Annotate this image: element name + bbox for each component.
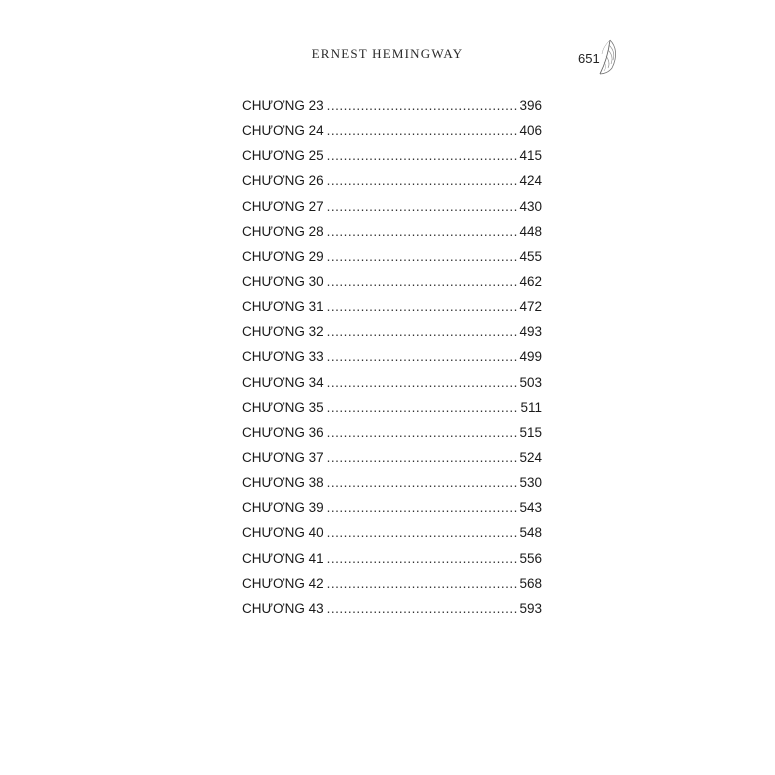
toc-entry (242, 522, 542, 547)
toc-entry-label: CHƯƠNG 36 (242, 424, 324, 440)
toc-entry (242, 170, 542, 195)
toc-entry-page: 530 (519, 475, 542, 491)
toc-entry-label: CHƯƠNG 24 (242, 123, 324, 139)
toc-leader-dots (327, 422, 518, 443)
toc-entry (242, 95, 542, 120)
toc-leader-dots (327, 196, 518, 217)
toc-entry-label: CHƯƠNG 37 (242, 449, 324, 465)
feather-icon (594, 36, 620, 76)
toc-entry (242, 447, 542, 472)
toc-entry-label: CHƯƠNG 28 (242, 223, 324, 239)
toc-entry-label: CHƯƠNG 34 (242, 374, 324, 390)
toc-entry-label: CHƯƠNG 23 (242, 98, 324, 113)
toc-entry-label: CHƯƠNG 29 (242, 248, 324, 264)
toc-entry-label: CHƯƠNG 25 (242, 148, 324, 164)
toc-leader-dots (327, 598, 518, 619)
toc-entry-page: 455 (519, 248, 542, 264)
toc-leader-dots (327, 145, 518, 166)
toc-entry-label: CHƯƠNG 33 (242, 349, 324, 365)
toc-entry-label: CHƯƠNG 43 (242, 600, 324, 616)
toc-leader-dots (327, 497, 518, 518)
toc-entry (242, 422, 542, 447)
toc-entry-page: 396 (519, 98, 542, 113)
toc-entry-label: CHƯƠNG 42 (242, 575, 324, 591)
toc-entry-label: CHƯƠNG 31 (242, 299, 324, 315)
toc-entry (242, 120, 542, 145)
toc-leader-dots (327, 472, 518, 493)
toc-leader-dots (327, 321, 518, 342)
toc-entry-label: CHƯƠNG 35 (242, 399, 324, 415)
page-number: 651 (578, 51, 600, 66)
toc-entry-label: CHƯƠNG 38 (242, 475, 324, 491)
toc-entry (242, 573, 542, 598)
toc-entry-label: CHƯƠNG 26 (242, 173, 324, 189)
toc-entry-page: 548 (519, 525, 542, 541)
toc-entry-page: 524 (519, 449, 542, 465)
toc-leader-dots (327, 372, 518, 393)
toc-leader-dots (327, 548, 518, 569)
toc-entry (242, 397, 542, 422)
toc-entry-page: 415 (519, 148, 542, 164)
toc-leader-dots (327, 221, 518, 242)
toc-entry (242, 598, 542, 623)
toc-entry (242, 196, 542, 221)
toc-entry-label: CHƯƠNG 41 (242, 550, 324, 566)
toc-entry (242, 296, 542, 321)
toc-entry-page: 503 (519, 374, 542, 390)
toc-entry-label: CHƯƠNG 40 (242, 525, 324, 541)
toc-entry-page: 556 (519, 550, 542, 566)
toc-entry (242, 271, 542, 296)
toc-entry (242, 472, 542, 497)
toc-entry-page: 424 (519, 173, 542, 189)
toc-entry-page: 462 (519, 273, 542, 289)
toc-entry-page: 568 (519, 575, 542, 591)
toc-entry (242, 372, 542, 397)
toc-entry (242, 221, 542, 246)
toc-entry-page: 448 (519, 223, 542, 239)
toc-leader-dots (327, 271, 518, 292)
toc-leader-dots (327, 346, 518, 367)
toc-entry-page: 593 (519, 600, 542, 616)
toc-leader-dots (327, 120, 518, 141)
toc-leader-dots (327, 95, 518, 116)
page-number-block (576, 36, 626, 76)
toc-leader-dots (327, 522, 518, 543)
toc-entry-label: CHƯƠNG 39 (242, 500, 324, 516)
toc-entry-page: 493 (519, 324, 542, 340)
toc-entry-page: 472 (519, 299, 542, 315)
toc-leader-dots (327, 573, 518, 594)
toc-leader-dots (327, 447, 518, 468)
toc-entry-label: CHƯƠNG 32 (242, 324, 324, 340)
toc-entry (242, 497, 542, 522)
toc-entry-page: 430 (519, 198, 542, 214)
toc-entry-page: 406 (519, 123, 542, 139)
toc-entry-page: 511 (520, 399, 542, 415)
toc-leader-dots (327, 170, 518, 191)
toc-leader-dots (327, 296, 518, 317)
running-header-author: ERNEST HEMINGWAY (311, 46, 464, 61)
table-of-contents (242, 95, 542, 623)
toc-entry (242, 246, 542, 271)
toc-entry-label: CHƯƠNG 27 (242, 198, 324, 214)
toc-entry (242, 548, 542, 573)
toc-entry-page: 543 (519, 500, 542, 516)
toc-entry (242, 145, 542, 170)
toc-entry (242, 346, 542, 371)
toc-leader-dots (327, 397, 519, 418)
toc-entry (242, 321, 542, 346)
toc-entry-page: 499 (519, 349, 542, 365)
toc-leader-dots (327, 246, 518, 267)
toc-entry-page: 515 (519, 424, 542, 440)
toc-entry-label: CHƯƠNG 30 (242, 273, 324, 289)
